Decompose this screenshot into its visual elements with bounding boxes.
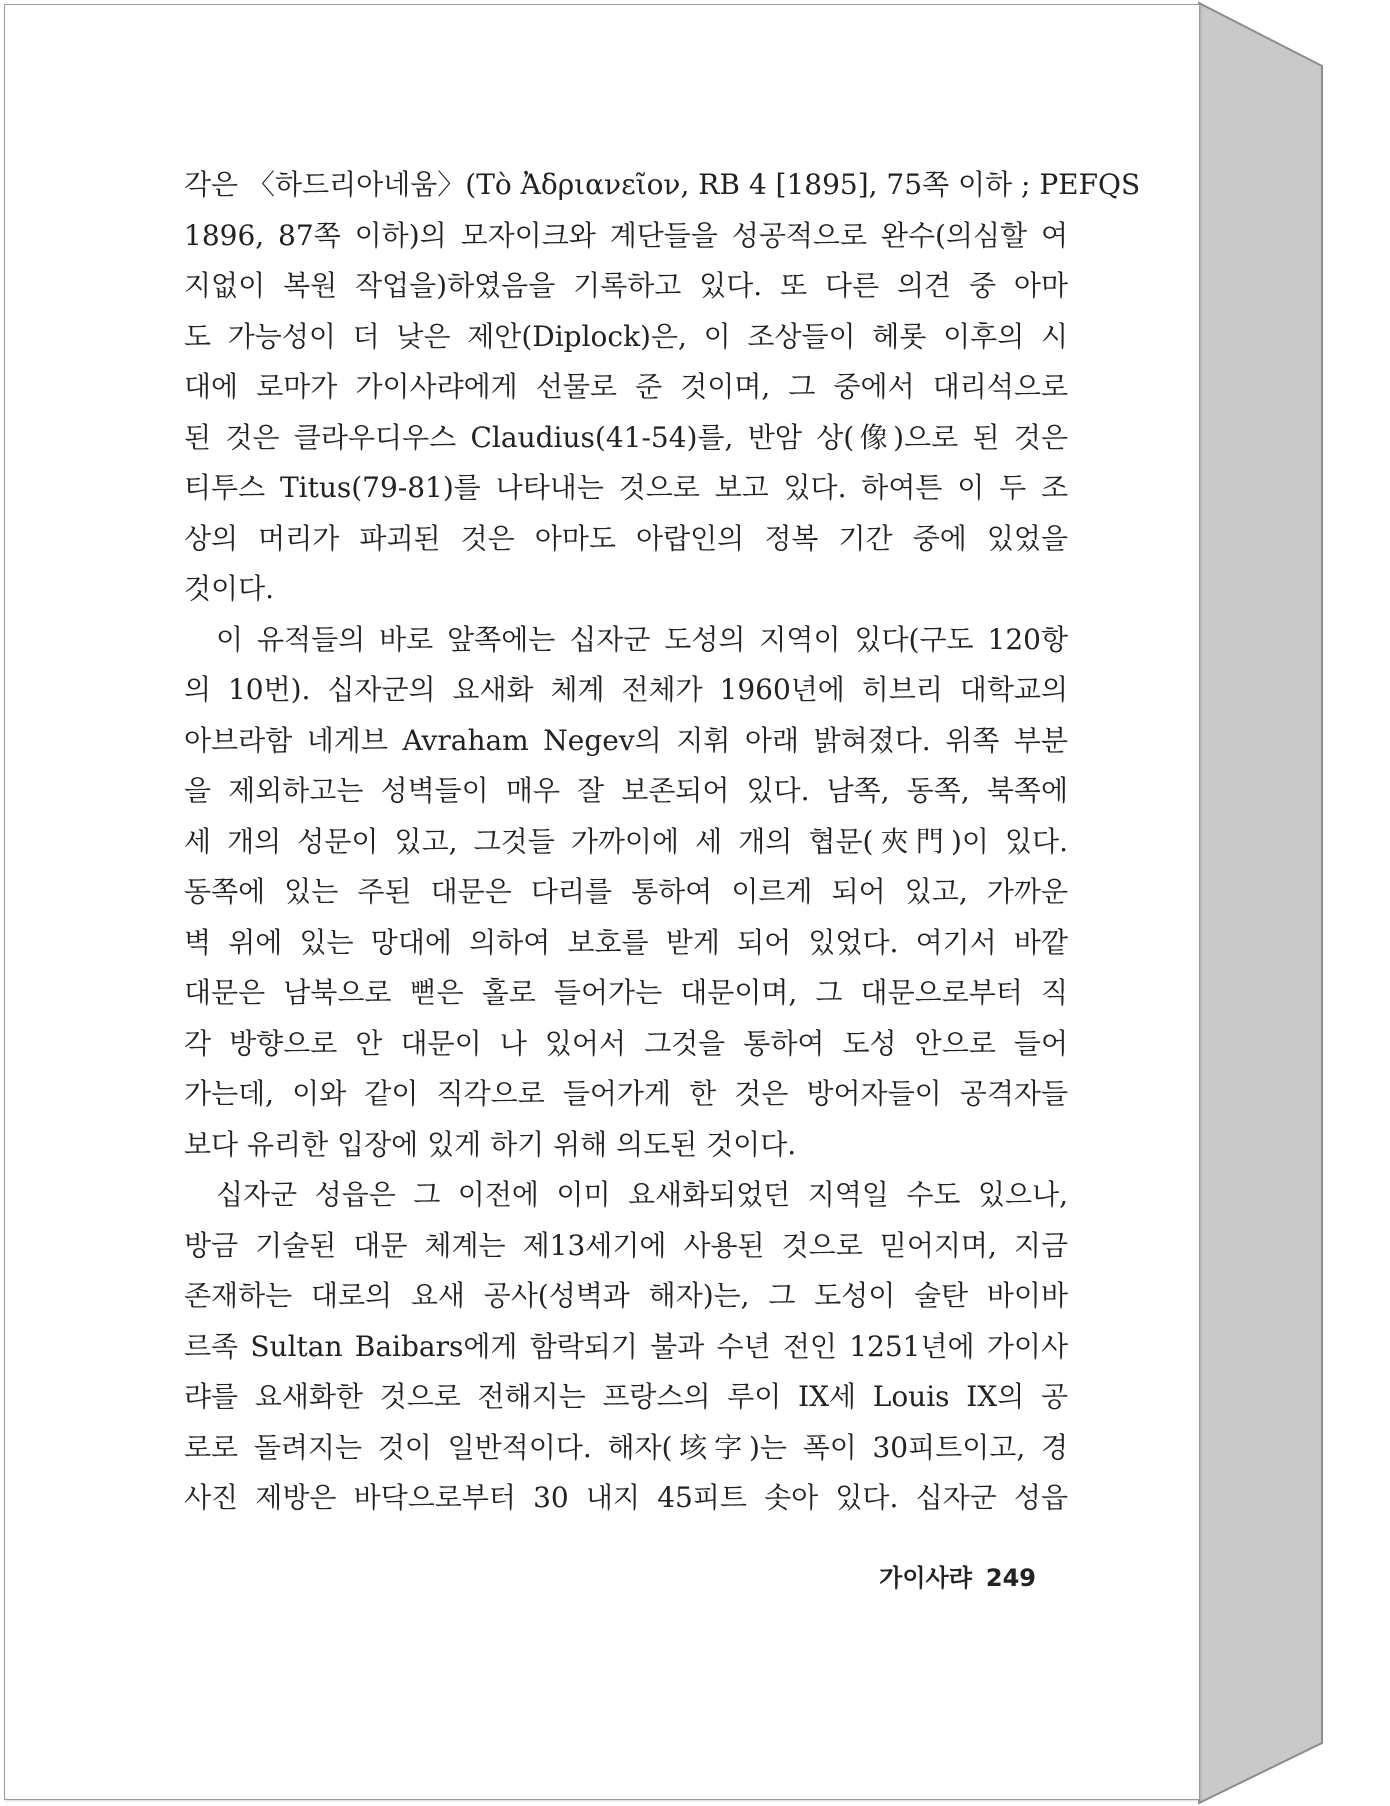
text-line: 방금 기술된 대문 체계는 제13세기에 사용된 것으로 믿어지며, 지금 <box>184 1228 1068 1262</box>
text-line: 십자군 성읍은 그 이전에 이미 요새화되었던 지역일 수도 있으나, <box>216 1178 1068 1211</box>
text-line: 동쪽에 있는 주된 대문은 다리를 통하여 이르게 되어 있고, 가까운 <box>184 875 1068 908</box>
text-line: 것이다. <box>184 572 275 605</box>
text-line: 상의 머리가 파괴된 것은 아마도 아랍인의 정복 기간 중에 있었을 <box>184 521 1068 555</box>
text-line: 각은 〈하드리아네움〉(Τὸ Ἀδριανεῖον, RB 4 [1895], 75쪽 이하 ; PEFQS <box>184 168 1141 201</box>
text-line: 르족 Sultan Baibars에게 함락되기 불과 수년 전인 1251년에 가이사 <box>184 1329 1068 1363</box>
text-line: 1896, 87쪽 이하)의 모자이크와 계단들을 성공적으로 완수(의심할 여 <box>184 218 1068 252</box>
text-line: 도 가능성이 더 낮은 제안(Diplock)은, 이 조상들이 헤롯 이후의 시 <box>184 319 1068 353</box>
text-line: 보다 유리한 입장에 있게 하기 위해 의도된 것이다. <box>184 1127 797 1161</box>
text-line: 을 제외하고는 성벽들이 매우 잘 보존되어 있다. 남쪽, 동쪽, 북쪽에 <box>184 774 1068 807</box>
text-line: 랴를 요새화한 것으로 전해지는 프랑스의 루이 IX세 Louis IX의 공 <box>184 1380 1068 1413</box>
book-side-face <box>1199 3 1322 1803</box>
text-line: 아브라함 네게브 Avraham Negev의 지휘 아래 밝혀졌다. 위쪽 부분 <box>184 723 1068 757</box>
text-line: 사진 제방은 바닥으로부터 30 내지 45피트 솟아 있다. 십자군 성읍 <box>184 1481 1068 1514</box>
text-line: 지없이 복원 작업을)하였음을 기록하고 있다. 또 다른 의견 중 아마 <box>184 269 1068 302</box>
text-line: 각 방향으로 안 대문이 나 있어서 그것을 통하여 도성 안으로 들어 <box>184 1026 1068 1060</box>
body-text <box>184 160 1141 1524</box>
text-line: 세 개의 성문이 있고, 그것들 가까이에 세 개의 협문(夾門)이 있다. <box>184 824 1068 858</box>
text-line: 가는데, 이와 같이 직각으로 들어가게 한 것은 방어자들이 공격자들 <box>184 1077 1068 1110</box>
text-line: 티투스 Titus(79-81)를 나타내는 것으로 보고 있다. 하여튼 이 두 조 <box>184 471 1068 504</box>
text-line: 의 10번). 십자군의 요새화 체계 전체가 1960년에 히브리 대학교의 <box>184 673 1068 706</box>
text-line: 된 것은 클라우디우스 Claudius(41-54)를, 반암 상(像)으로 된 것은 <box>184 420 1068 454</box>
text-line: 벽 위에 있는 망대에 의하여 보호를 받게 되어 있었다. 여기서 바깥 <box>184 925 1068 959</box>
text-line: 대문은 남북으로 뻗은 홀로 들어가는 대문이며, 그 대문으로부터 직 <box>184 976 1068 1009</box>
page-footer <box>879 1558 1036 1593</box>
text-line: 존재하는 대로의 요새 공사(성벽과 해자)는, 그 도성이 술탄 바이바 <box>184 1279 1068 1312</box>
text-line: 대에 로마가 가이사랴에게 선물로 준 것이며, 그 중에서 대리석으로 <box>184 370 1068 403</box>
page-number: 249 <box>985 1564 1036 1592</box>
text-line: 이 유적들의 바로 앞쪽에는 십자군 도성의 지역이 있다(구도 120항 <box>216 622 1068 656</box>
text-line: 로로 돌려지는 것이 일반적이다. 해자(垓字)는 폭이 30피트이고, 경 <box>184 1430 1068 1464</box>
running-title: 가이사랴 <box>879 1564 972 1592</box>
